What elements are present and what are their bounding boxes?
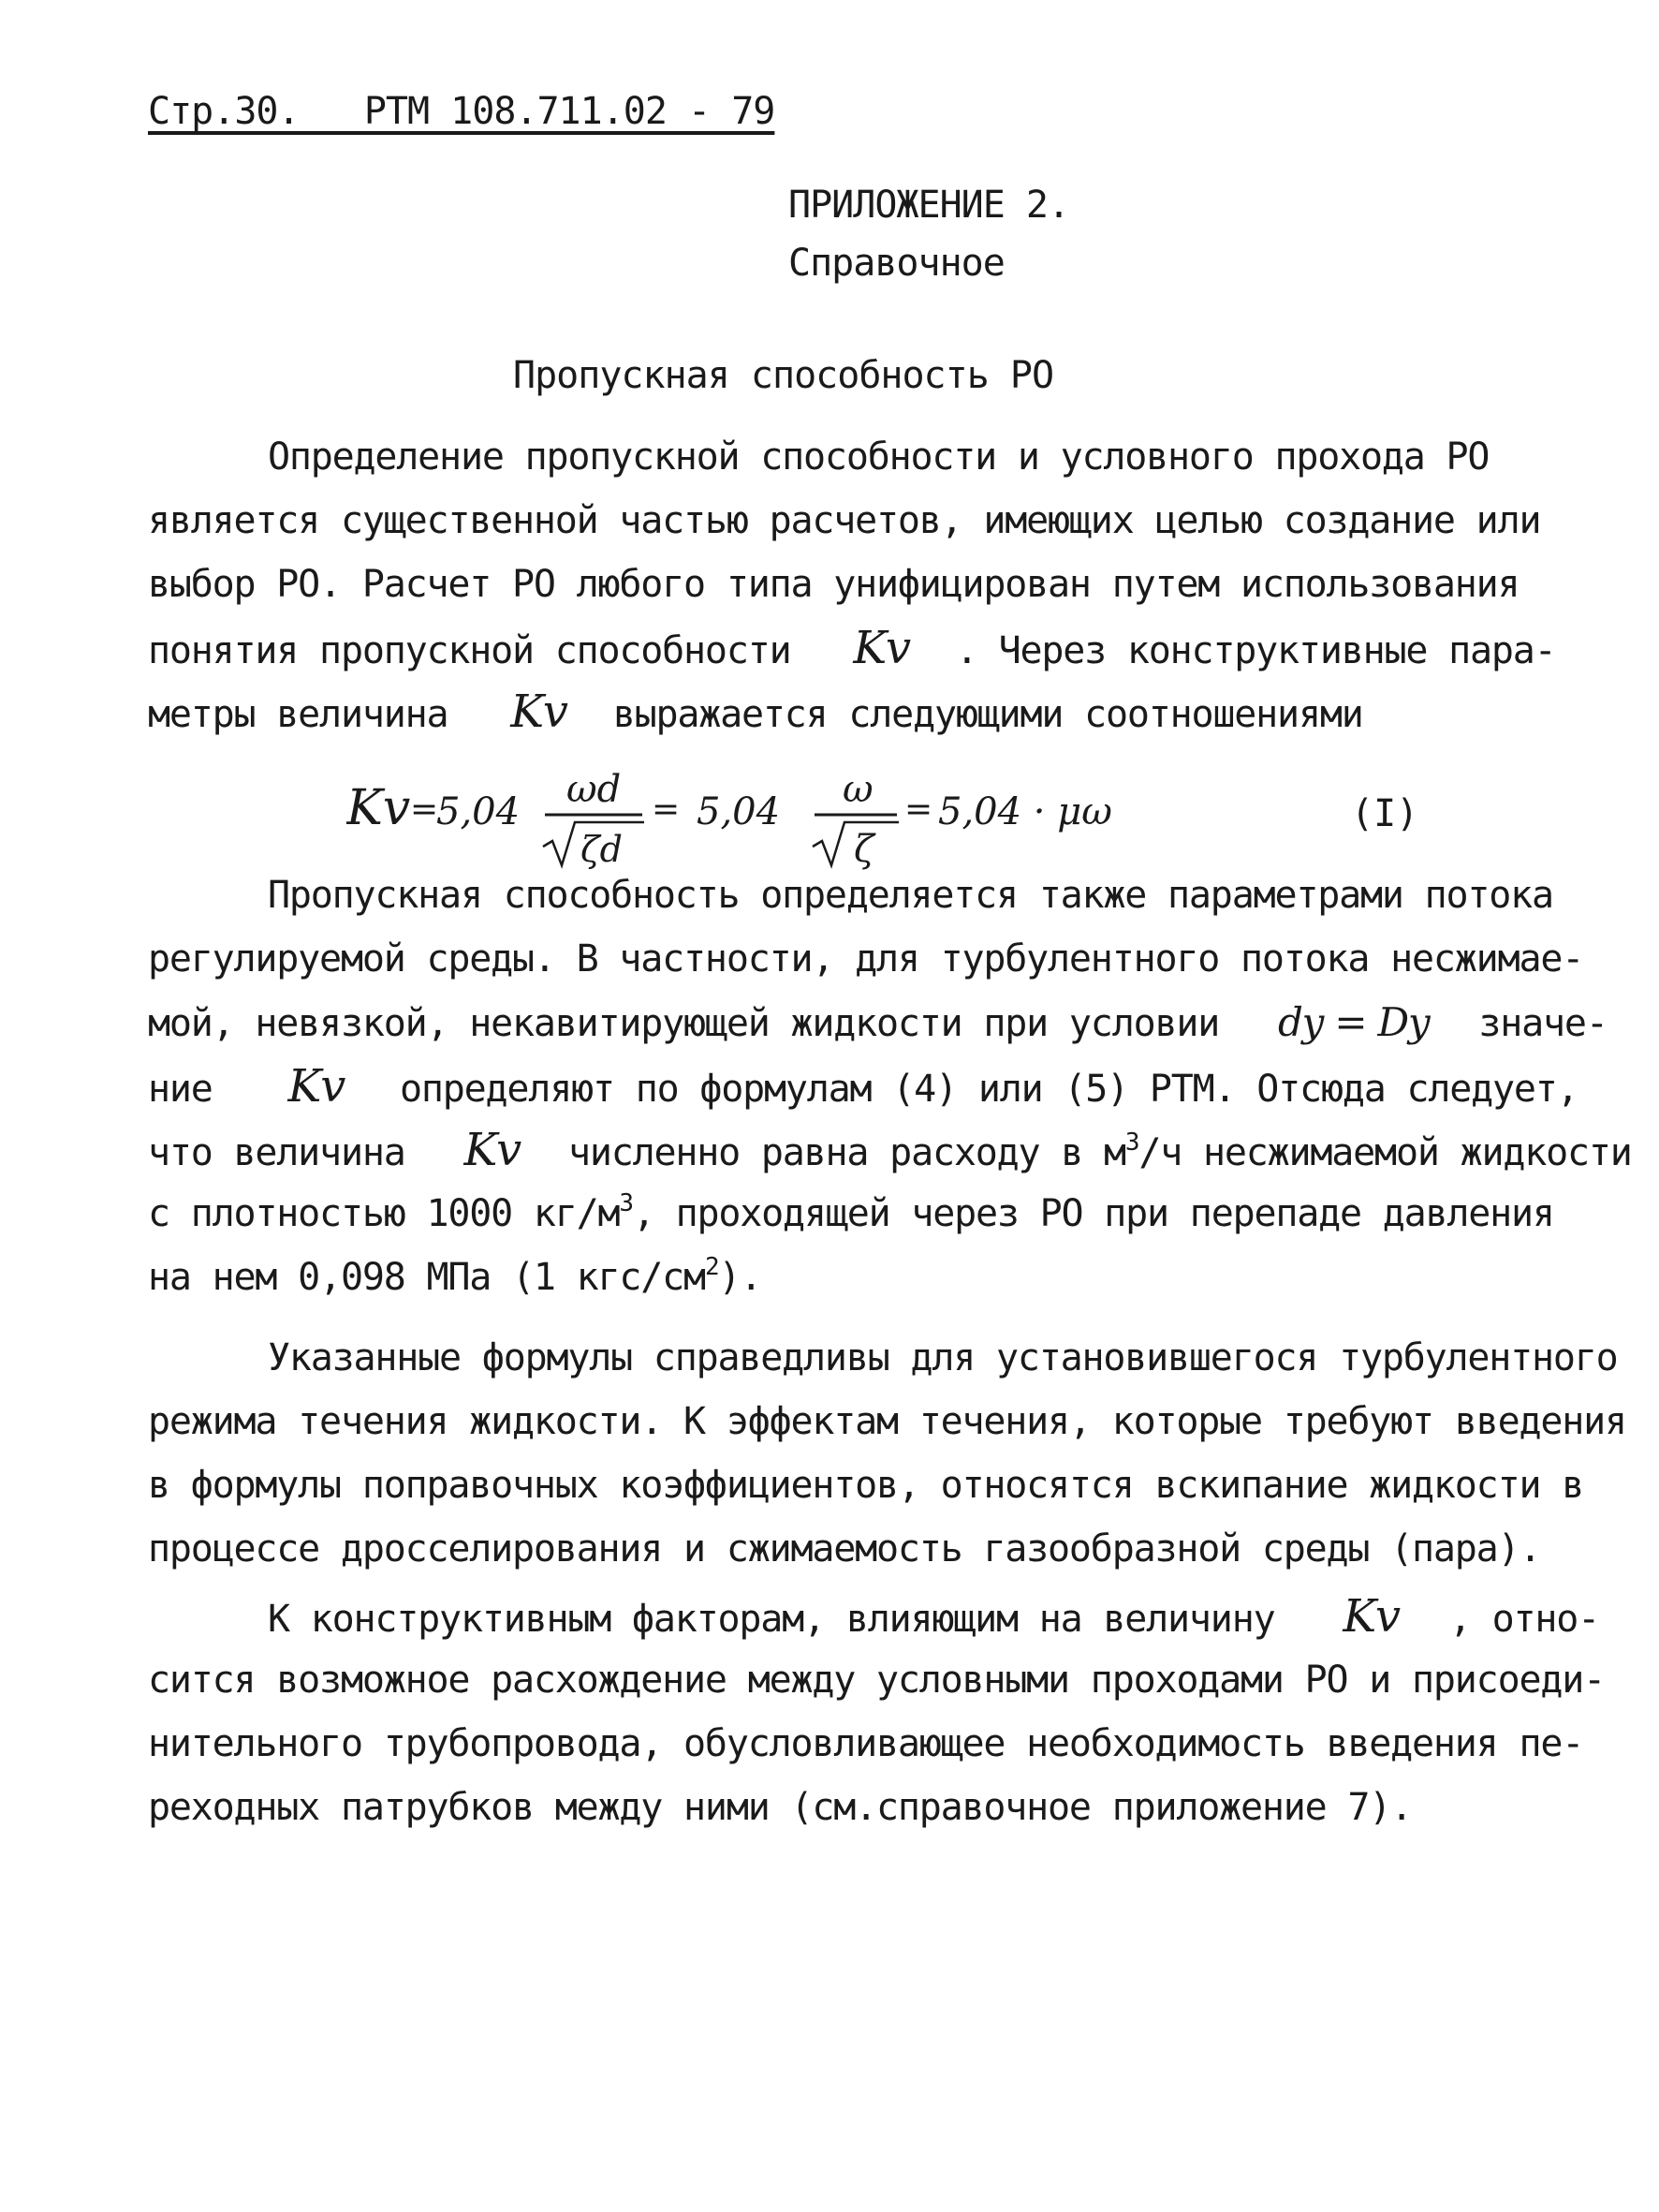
dy-condition: dy = Dy bbox=[1278, 999, 1430, 1045]
para1-line2: является существенной частью расчетов, имеющих целью создание или bbox=[148, 499, 1541, 542]
para3-line3: в формулы поправочных коэффициентов, относятся вскипание жидкости в bbox=[148, 1464, 1584, 1507]
para2-line5-tail: /ч несжимаемой жидкости bbox=[1138, 1131, 1632, 1174]
para1-line4-text: понятия пропускной способности bbox=[148, 629, 791, 672]
para2-line6-tail: , проходящей через РО при перепаде давления bbox=[632, 1192, 1554, 1235]
kv-symbol: Kv bbox=[1343, 1590, 1400, 1643]
superscript-2: 2 bbox=[704, 1253, 719, 1281]
para1-line5-tail: выражается следующими соотношениями bbox=[612, 693, 1363, 736]
formula-num1: ωd bbox=[566, 768, 622, 811]
para3-line1: Указанные формулы справедливы для установившегося турбулентного bbox=[268, 1336, 1618, 1379]
para4-line2: сится возможное расхождение между условными проходами РО и присоеди- bbox=[148, 1659, 1605, 1702]
para1-line1: Определение пропускной способности и условного прохода РО bbox=[268, 435, 1490, 479]
formula-kv bbox=[346, 768, 1189, 880]
formula-num2: ω bbox=[843, 768, 874, 811]
para3-line2: режима течения жидкости. К эффектам течения, которые требуют введения bbox=[148, 1400, 1626, 1443]
page-header: Стр.30. РТМ 108.711.02 - 79 bbox=[148, 90, 775, 133]
para4-line4: реходных патрубков между ними (см.справочное приложение 7). bbox=[148, 1786, 1413, 1829]
para2-line4 bbox=[148, 1060, 1578, 1113]
formula-eq3: = bbox=[904, 790, 933, 829]
formula-den1: ζd bbox=[580, 829, 623, 870]
kv-symbol: Kv bbox=[463, 1124, 521, 1176]
formula-eq1: = bbox=[410, 790, 439, 829]
para2-line6 bbox=[148, 1191, 1552, 1236]
superscript-3: 3 bbox=[1124, 1128, 1139, 1157]
para1-line4 bbox=[148, 622, 1556, 674]
para2-line5 bbox=[148, 1124, 1632, 1176]
formula-number: (I) bbox=[1351, 792, 1419, 835]
para2-line1: Пропускная способность определяется также параметрами потока bbox=[268, 874, 1553, 917]
para3-line4: процессе дросселирования и сжимаемость газообразной среды (пара). bbox=[148, 1527, 1541, 1571]
para2-line7-text: на нем 0,098 МПа (1 кгс/см bbox=[148, 1256, 705, 1299]
formula-lhs: Kv bbox=[346, 780, 411, 836]
para2-line4-tail: определяют по формулам (4) или (5) РТМ. Отсюда следует, bbox=[400, 1068, 1578, 1111]
para4-line1 bbox=[148, 1590, 1659, 1643]
appendix-subtitle: Справочное bbox=[788, 242, 1005, 285]
appendix-title: ПРИЛОЖЕНИЕ 2. bbox=[788, 184, 1070, 227]
para1-line4-tail: . Через конструктивные пара- bbox=[955, 629, 1556, 672]
para2-line6-text: с плотностью 1000 кг/м bbox=[148, 1192, 620, 1235]
formula-coef2: 5,04 bbox=[697, 790, 781, 833]
para2-line2: регулируемой среды. В частности, для турбулентного потока несжимае- bbox=[148, 937, 1584, 981]
para2-line5-text: что величина bbox=[148, 1131, 405, 1174]
kv-symbol: Kv bbox=[287, 1060, 345, 1113]
para1-line5-text: метры величина bbox=[148, 693, 448, 736]
para2-line7-tail: ). bbox=[718, 1256, 762, 1299]
section-title: Пропускная способность РО bbox=[513, 354, 1054, 397]
superscript-3: 3 bbox=[619, 1189, 633, 1217]
para2-line3-tail: значе- bbox=[1478, 1002, 1608, 1045]
para4-line1-text: К конструктивным факторам, влияющим на величину bbox=[268, 1598, 1275, 1641]
para2-line4-text: ние bbox=[148, 1068, 213, 1111]
formula-tail: 5,04 · μω bbox=[938, 790, 1112, 833]
formula-den2: ζ bbox=[854, 828, 874, 871]
formula-graphic bbox=[346, 768, 1189, 880]
para2-line7 bbox=[148, 1255, 1552, 1300]
para4-line1-tail: , отно- bbox=[1448, 1598, 1600, 1641]
formula-eq2: = bbox=[652, 790, 681, 829]
formula-coef1: 5,04 bbox=[436, 790, 521, 833]
para1-line3: выбор РО. Расчет РО любого типа унифицирован путем использования bbox=[148, 563, 1520, 606]
para4-line3: нительного трубопровода, обусловливающее необходимость введения пе- bbox=[148, 1722, 1584, 1765]
para2-line3-text: мой, невязкой, некавитирующей жидкости при условии bbox=[148, 1002, 1220, 1045]
para1-line5 bbox=[148, 686, 1552, 738]
kv-symbol: Kv bbox=[853, 622, 910, 674]
para2-line5-mid: численно равна расходу в м bbox=[567, 1131, 1125, 1174]
kv-symbol: Kv bbox=[510, 686, 567, 738]
para2-line3 bbox=[148, 999, 1608, 1045]
